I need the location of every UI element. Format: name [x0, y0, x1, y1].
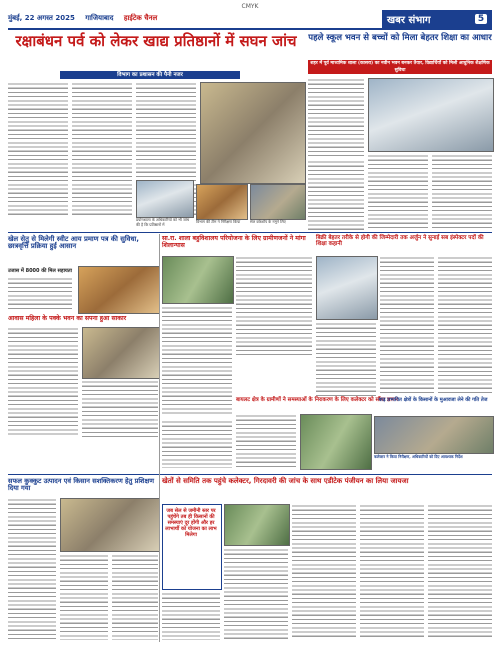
apang-col-1 — [162, 420, 232, 468]
khel-subhead: उजास में 8000 की मिल सहायता — [8, 268, 72, 274]
raksha-headline: रक्षाबंधन पर्व को लेकर खाद्य प्रतिष्ठानों में सघन जांच — [15, 32, 297, 50]
school-headline: पहले स्कूल भवन से बच्चों को मिला बेहतर शिक्षा का आधार — [308, 33, 492, 43]
school-col-3 — [368, 154, 428, 230]
blood-subhead: कलेक्टर ने किया निरीक्षण, अधिकारियों को दिए आवश्यक निर्देश — [374, 454, 463, 459]
school-col-4 — [432, 154, 492, 230]
raksha-photo-2 — [136, 180, 194, 218]
khel-col-1 — [8, 277, 72, 311]
fields-col-1 — [224, 548, 288, 640]
divider-2 — [8, 474, 492, 475]
page-number: 5 — [475, 14, 487, 24]
school-col-1 — [308, 78, 364, 158]
blood-headline: बाढ़ प्रभावित क्षेत्रों के किसानों के मुआवजा लेने की गति तेज — [378, 397, 488, 403]
section-title: खबर संभाग — [387, 15, 431, 26]
pos-photo — [316, 256, 378, 320]
awas-photo — [82, 327, 160, 379]
brand-name: हाईटेक चैनल — [123, 14, 158, 22]
pos-col-1 — [380, 256, 434, 396]
masthead — [8, 12, 492, 30]
kukkut-photo — [60, 498, 160, 552]
raksha-caption-3: सेल वर्कशॉप के नमूने लिए — [250, 219, 286, 224]
masthead-meta — [8, 14, 165, 23]
city-name: गाजियाबाद — [85, 14, 114, 22]
fields-col-2 — [292, 504, 356, 640]
fields-col-3 — [360, 504, 424, 640]
kukkut-col-3 — [112, 554, 158, 640]
kukkut-col-1 — [8, 498, 56, 640]
col-divider-left — [159, 234, 160, 642]
raksha-col-2 — [72, 82, 132, 217]
bahu-headline: सा.रा. शाला बहुविशालय परियोजना के लिए ग्रामीणजनों ने मांगा शिलान्यास — [162, 235, 306, 249]
awas-headline: आवास महिला के पक्के भवन का सपना हुआ साकार — [8, 315, 127, 322]
apang-photo — [300, 414, 372, 470]
fields-col-4 — [428, 504, 492, 640]
raksha-photo-4 — [250, 184, 306, 220]
pos-col-2 — [438, 256, 492, 396]
raksha-col-1 — [8, 82, 68, 217]
bahu-col-2 — [162, 306, 232, 416]
print-color-mark: CMYK — [241, 3, 259, 10]
raksha-caption-2: विभाग की टीम ने निरीक्षण किया — [196, 219, 241, 224]
fields-photo-1 — [224, 504, 290, 546]
kukkut-col-2 — [60, 554, 108, 640]
blood-photo — [374, 416, 494, 454]
pos-headline: बिक्री बेहतर तरीके से होगी की जिम्मेदारी तक अर्जुन ने सुनाई सब इंस्पेक्टर पदों की शिक्षा कहानी — [316, 235, 484, 247]
khel-headline: खेल सेतु से मिलेगी स्वीट आय प्रमाण पत्र की सुविधा, छात्रवृत्ति प्रक्रिया हुई आसान — [8, 235, 139, 251]
raksha-subhead: विभाग का प्रशासन की पैनी नजर — [60, 71, 240, 79]
divider-1 — [8, 232, 492, 233]
bahu-photo — [162, 256, 234, 304]
pos-col-3 — [316, 322, 376, 396]
awas-col-2 — [82, 380, 158, 437]
khel-photo — [78, 266, 160, 314]
raksha-caption-1: प्रयोगशाला के अधिकारियों को भी जांच की है कि प्रतिष्ठानों में — [136, 217, 190, 227]
raksha-photo-3 — [196, 184, 248, 220]
date-line: मुंबई, 22 अगस्त 2025 — [8, 14, 75, 22]
fields-quote: जब सेल से जमीनी स्तर पर पहुंचेंगे तब ही किसानों की समस्याएं दूर होंगी और हर लाभार्थी को योजना का लाभ मिलेगा — [165, 508, 217, 538]
fields-col-5 — [162, 592, 220, 640]
school-photo — [368, 78, 494, 152]
school-col-2 — [308, 160, 364, 230]
section-badge — [382, 10, 492, 28]
bahu-col-1 — [236, 256, 312, 356]
kukkut-headline: सफल कुक्कुट उत्पादन एवं किसान सशक्तिकरण हेतु प्रशिक्षण दिया गया — [8, 477, 155, 493]
school-subhead: शहर में पूर्व माध्यमिक शाला (कासरा) का नवीन भवन बनकर तैयार, विद्यार्थियों को मिली आधुनिक शैक्षणिक सुविधा — [308, 60, 492, 74]
raksha-photo-main — [200, 82, 306, 184]
apang-headline: बायलट क्षेत्र के ग्रामीणों ने समस्याओं के निराकरण के लिए कलेक्टर को सौंपा ज्ञापन — [236, 397, 398, 403]
fields-headline: खेतों से समिति तक पहुंचे कलेक्टर, गिरदावरी की जांच के साथ एडीटेक पंजीयन का लिया जायजा — [162, 477, 409, 485]
apang-col-2 — [236, 414, 296, 468]
awas-col-1 — [8, 327, 78, 437]
